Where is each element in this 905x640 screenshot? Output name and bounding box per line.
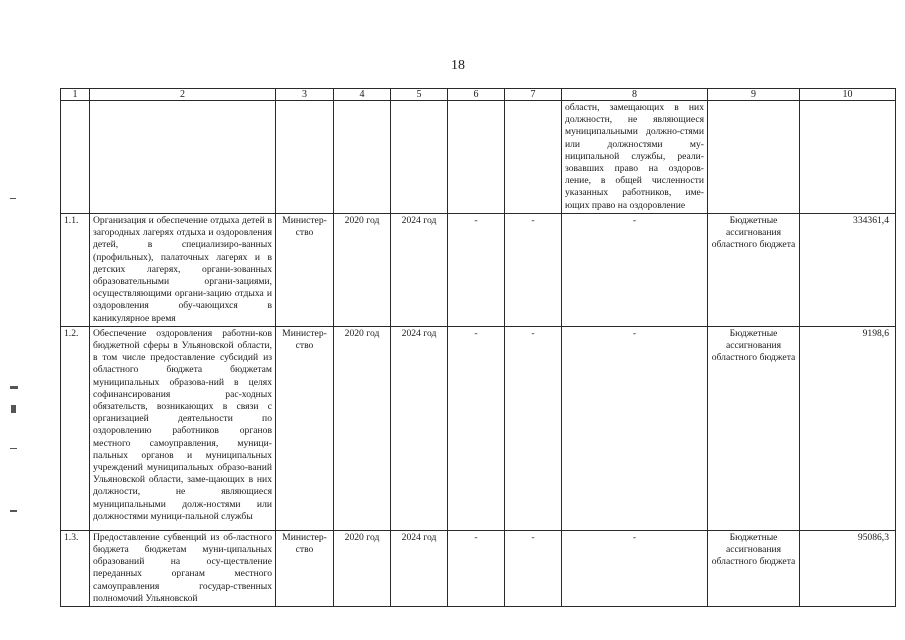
column-number-row bbox=[61, 89, 896, 101]
table-row bbox=[61, 530, 896, 606]
end-year: 2024 год bbox=[391, 326, 448, 530]
measure-description: Предоставление субвенций из об-ластного бюджета бюджетам муни-ципальных образований на осу-ществление переданных органам местного самоуправления государ-ственных полномочий Ульяновской bbox=[90, 530, 276, 606]
row-number: 1.1. bbox=[61, 214, 90, 327]
executor: Министер-ство bbox=[276, 326, 334, 530]
col7-value: - bbox=[505, 214, 562, 327]
scan-mark bbox=[11, 405, 16, 413]
funding-source: Бюджетные ассигнования областного бюджета bbox=[708, 326, 800, 530]
row-number: 1.3. bbox=[61, 530, 90, 606]
end-year: 2024 год bbox=[391, 530, 448, 606]
column-number: 1 bbox=[61, 89, 90, 101]
measure-description: Организация и обеспечение отдыха детей в загородных лагерях отдыха и оздоровления детей, в специализиро-ванных (профильных), палаточных лагерях и в детских лагерях, органи-зованных образовательными органи-зациями, осуществляющими органи-зацию отдыха и оздоровления обу-чающихся в каникулярное время bbox=[90, 214, 276, 327]
col6-value: - bbox=[448, 326, 505, 530]
scan-mark bbox=[10, 448, 17, 449]
measure-description: Обеспечение оздоровления работни-ков бюджетной сферы в Ульяновской области, в том числе предоставление субсидий из областного бюджета бюджетам муниципальных образова-ний в целях софинансирования рас-ходных обязательств, возникающих в связи с организацией деятельности по оздоровлению работников органов местного самоуправления, муници-пальных органов и муниципальных учреждений муниципальных образо-ваний Ульяновской области, заме-щающих в них должности, не являющиеся муниципальными долж-ностями или должностями муници-пальной службы bbox=[90, 326, 276, 530]
table-row bbox=[61, 214, 896, 327]
funding-amount: 334361,4 bbox=[800, 214, 896, 327]
col8-value: - bbox=[562, 326, 708, 530]
funding-source: Бюджетные ассигнования областного бюджета bbox=[708, 214, 800, 327]
start-year: 2020 год bbox=[334, 214, 391, 327]
col6-value: - bbox=[448, 530, 505, 606]
row-number: 1.2. bbox=[61, 326, 90, 530]
column-number: 10 bbox=[800, 89, 896, 101]
col6-value: - bbox=[448, 214, 505, 327]
end-year: 2024 год bbox=[391, 214, 448, 327]
column-number: 7 bbox=[505, 89, 562, 101]
column-number: 9 bbox=[708, 89, 800, 101]
page-number: 18 bbox=[451, 58, 465, 73]
start-year: 2020 год bbox=[334, 530, 391, 606]
scan-mark bbox=[10, 198, 16, 199]
funding-amount: 95086,3 bbox=[800, 530, 896, 606]
col8-value: - bbox=[562, 530, 708, 606]
start-year: 2020 год bbox=[334, 326, 391, 530]
continuation-indicator-text: областн, замещающих в них должностн, не являющиеся муниципальными должно-стями или должностями му-ниципальной службы, реали-зовавших право на оздоров-ление, в общей численности указанных работников, име-ющих право на оздоровление bbox=[562, 101, 708, 214]
scan-mark bbox=[10, 510, 17, 512]
funding-source: Бюджетные ассигнования областного бюджета bbox=[708, 530, 800, 606]
column-number: 5 bbox=[391, 89, 448, 101]
column-number: 2 bbox=[90, 89, 276, 101]
col7-value: - bbox=[505, 326, 562, 530]
scan-mark bbox=[10, 386, 18, 389]
executor: Министер-ство bbox=[276, 530, 334, 606]
continuation-row bbox=[61, 101, 896, 214]
col7-value: - bbox=[505, 530, 562, 606]
executor: Министер-ство bbox=[276, 214, 334, 327]
measures-table bbox=[60, 88, 896, 607]
col8-value: - bbox=[562, 214, 708, 327]
column-number: 4 bbox=[334, 89, 391, 101]
column-number: 3 bbox=[276, 89, 334, 101]
column-number: 8 bbox=[562, 89, 708, 101]
column-number: 6 bbox=[448, 89, 505, 101]
funding-amount: 9198,6 bbox=[800, 326, 896, 530]
table-row bbox=[61, 326, 896, 530]
